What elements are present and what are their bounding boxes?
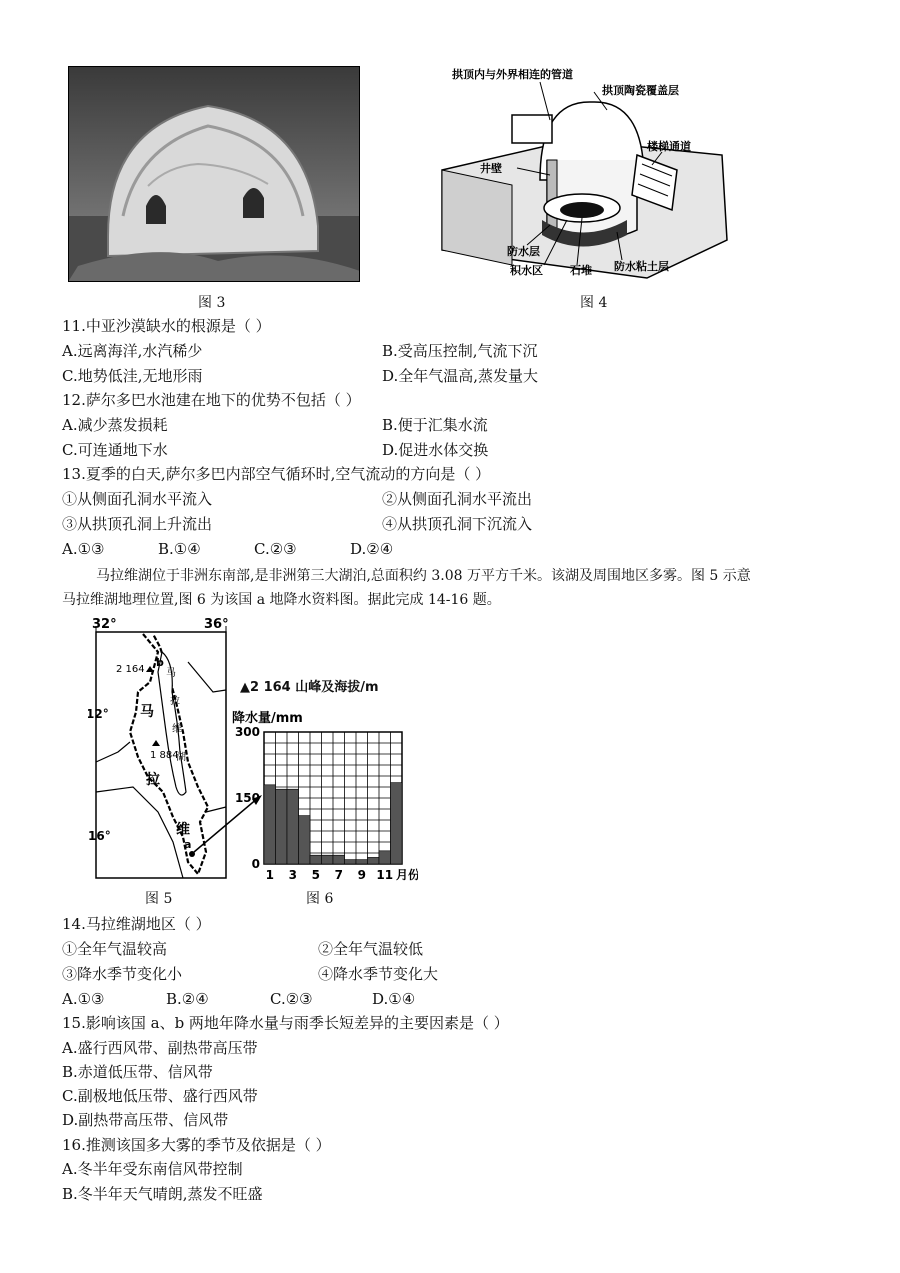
lon-label-left: 32° [92,617,117,632]
lake-char-4: 湖 [176,752,186,763]
q16-option-a: A.冬半年受东南信风带控制 [62,1160,243,1178]
q13-option-a: A.①③ [62,540,105,558]
q13-option-c: C.②③ [254,540,297,558]
q15-option-a: A.盛行西风带、副热带高压带 [62,1039,258,1057]
q13-statement-1: ①从侧面孔洞水平流入 [62,490,213,508]
x-tick-label: 7 [334,868,343,882]
bar-month-10 [368,857,380,864]
y-axis-label: 降水量/mm [232,711,303,726]
x-axis-label: 月份 [396,868,418,882]
q13-statement-2: ②从侧面孔洞水平流出 [382,490,533,508]
q15-stem: 15.影响该国 a、b 两地年降水量与雨季长短差异的主要因素是（ ） [62,1014,509,1032]
q13-option-b: B.①④ [158,540,201,558]
q12-option-d: D.促进水体交换 [382,441,489,459]
figure-3-photo [68,66,360,282]
y-tick-label: 300 [234,725,260,739]
bar-month-8 [345,860,357,864]
label-pipe: 拱顶内与外界相连的管道 [452,68,573,81]
bar-month-1 [264,785,276,864]
figure-6-legend: ▲2 164 山峰及海拔/m [240,680,379,695]
bar-month-11 [379,851,391,864]
figure-6-chart [228,700,418,886]
q12-option-b: B.便于汇集水流 [382,416,488,434]
label-clay: 防水粘土层 [614,260,669,273]
peak-label-1: 2 164 [116,664,145,675]
point-b-label: b [156,656,164,669]
q14-statement-4: ④降水季节变化大 [318,965,439,983]
label-stones: 石堆 [570,264,592,277]
label-stairs: 楼梯通道 [647,140,691,153]
bar-month-5 [310,855,322,864]
passage-line-2: 马拉维湖地理位置,图 6 为该国 a 地降水资料图。据此完成 14-16 题。 [62,592,501,608]
figure-4-caption: 图 4 [580,295,608,311]
q11-option-a: A.远离海洋,水汽稀少 [62,342,203,360]
q13-statement-3: ③从拱顶孔洞上升流出 [62,515,213,533]
point-a-label: a [184,838,192,851]
q16-option-b: B.冬半年天气晴朗,蒸发不旺盛 [62,1185,263,1203]
q16-stem: 16.推测该国多大雾的季节及依据是（ ） [62,1136,331,1154]
q15-option-c: C.副极地低压带、盛行西风带 [62,1087,258,1105]
q13-stem: 13.夏季的白天,萨尔多巴内部空气循环时,空气流动的方向是（ ） [62,465,491,483]
lake-char-2: 拉 [170,696,180,707]
q11-option-b: B.受高压控制,气流下沉 [382,342,538,360]
q14-option-c: C.②③ [270,990,313,1008]
q14-option-d: D.①④ [372,990,416,1008]
country-char-1: 马 [140,704,154,720]
x-tick-label: 11 [376,868,394,882]
q14-statement-3: ③降水季节变化小 [62,965,183,983]
q14-stem: 14.马拉维湖地区（ ） [62,915,211,933]
passage-line-1: 马拉维湖位于非洲东南部,是非洲第三大湖泊,总面积约 3.08 万平方千米。该湖及周围地区多雾。图 5 示意 [96,568,751,584]
q15-option-b: B.赤道低压带、信风带 [62,1063,213,1081]
bar-month-12 [391,783,403,864]
q11-option-c: C.地势低洼,无地形雨 [62,367,203,385]
q12-stem: 12.萨尔多巴水池建在地下的优势不包括（ ） [62,391,361,409]
label-collection: 积水区 [510,264,543,277]
figure-4-diagram [432,60,732,285]
bar-month-4 [299,816,311,864]
figure-5-caption: 图 5 [145,891,173,907]
q14-option-b: B.②④ [166,990,209,1008]
bar-month-9 [356,860,368,864]
q11-option-d: D.全年气温高,蒸发量大 [382,367,539,385]
y-tick-label: 0 [251,857,260,871]
bar-month-7 [333,855,345,864]
bar-month-6 [322,855,334,864]
lake-char-3: 维 [172,724,182,735]
x-tick-label: 1 [265,868,274,882]
lat-label-bottom: 16° [88,829,111,843]
q14-statement-2: ②全年气温较低 [318,940,424,958]
lake-char-1: 马 [166,668,176,679]
x-tick-label: 5 [311,868,320,882]
country-char-3: 维 [176,822,190,838]
peak-label-2: 1 884 [150,750,179,761]
figure-6-caption: 图 6 [306,891,334,907]
bar-month-3 [287,789,299,864]
q11-stem: 11.中亚沙漠缺水的根源是（ ） [62,317,271,335]
label-well-wall: 井壁 [480,162,502,175]
x-tick-label: 9 [357,868,366,882]
q13-option-d: D.②④ [350,540,394,558]
q14-option-a: A.①③ [62,990,105,1008]
bar-month-2 [276,789,288,864]
label-cover: 拱顶陶瓷覆盖层 [602,84,679,97]
q15-option-d: D.副热带高压带、信风带 [62,1111,229,1129]
q14-statement-1: ①全年气温较高 [62,940,168,958]
lon-label-right: 36° [204,617,229,632]
country-char-2: 拉 [146,772,160,788]
figure-3-caption: 图 3 [198,295,226,311]
label-waterproof: 防水层 [507,245,540,258]
q12-option-c: C.可连通地下水 [62,441,168,459]
lat-label-top: 12° [88,707,109,721]
q13-statement-4: ④从拱顶孔洞下沉流入 [382,515,533,533]
y-tick-label: 150 [234,791,260,805]
q12-option-a: A.减少蒸发损耗 [62,416,168,434]
x-tick-label: 3 [288,868,297,882]
